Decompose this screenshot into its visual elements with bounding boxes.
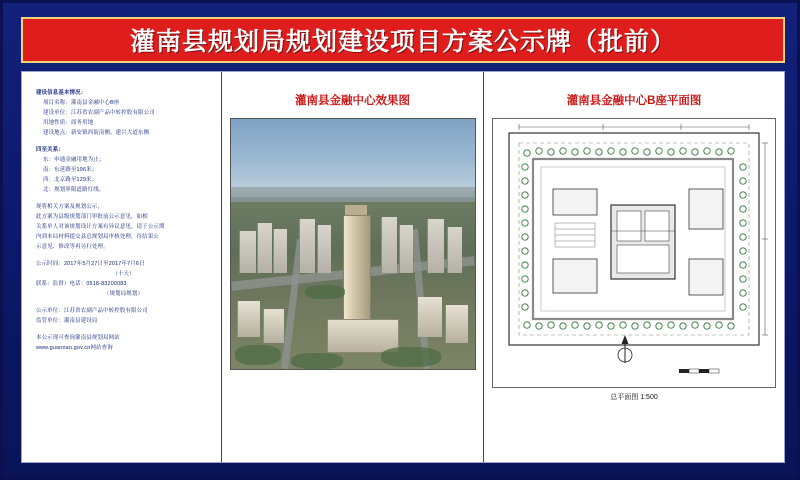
statement-line: 现将相关方案及规划公示， bbox=[36, 204, 104, 210]
period-line: 公示时间：2017年5月27日至2017年7月6日 bbox=[36, 261, 145, 267]
period-line: （十天） bbox=[112, 271, 135, 277]
plan-svg bbox=[493, 119, 775, 387]
tower-podium bbox=[327, 319, 399, 353]
building-block bbox=[237, 301, 260, 337]
building-block bbox=[317, 225, 331, 273]
statement-line: 示意见、修改等再另行处理。 bbox=[36, 244, 109, 250]
scale-bar bbox=[679, 369, 719, 373]
building-block bbox=[299, 219, 315, 273]
rendering-heading: 灌南县金融中心效果图 bbox=[295, 95, 410, 107]
building-block bbox=[273, 229, 287, 273]
supervisor-line: 监管单位：灌南县建设局 bbox=[36, 318, 98, 324]
building-block bbox=[445, 305, 468, 343]
content-panel bbox=[21, 71, 785, 463]
building-block bbox=[239, 231, 256, 273]
statement-line: 内到本局材料提交县总规划局审核处理，待结果公 bbox=[36, 234, 159, 240]
building-block bbox=[381, 217, 397, 273]
notice-period-block bbox=[36, 259, 211, 299]
info-line: 建设地点：新安镇西街南侧、建兴大道东侧 bbox=[43, 130, 150, 136]
page-title: 灌南县规划局规划建设项目方案公示牌（批前） bbox=[129, 28, 676, 56]
basic-info-heading: 建设信息基本情况： bbox=[36, 90, 87, 96]
statement-line: 此方案为县级规划部门审批前公示意见，如相 bbox=[36, 214, 148, 220]
website-url[interactable]: www.guannan.gov.cn网站查询 bbox=[36, 345, 113, 351]
site-plan-column bbox=[484, 72, 784, 462]
building-block bbox=[263, 309, 284, 343]
building-block bbox=[417, 297, 442, 337]
north-arrow-icon bbox=[618, 335, 632, 363]
building-block bbox=[447, 227, 462, 273]
issuer-line: 公示单位：江苏省农副产品中转控股有限公司 bbox=[36, 308, 148, 314]
boundary-heading: 四至关系： bbox=[36, 147, 64, 153]
boundary-block bbox=[36, 145, 211, 195]
website-block bbox=[36, 333, 211, 353]
sky-region bbox=[231, 119, 475, 197]
building-block bbox=[257, 223, 272, 273]
rendering-column bbox=[222, 72, 484, 462]
title-banner bbox=[21, 17, 785, 63]
contact-line: 联系：监督）电话：0518-83200083 bbox=[36, 281, 127, 287]
green-area bbox=[235, 345, 281, 365]
contact-dept-line: （规划局规划） bbox=[103, 291, 144, 297]
boundary-line: 南：东延路至196米； bbox=[43, 167, 98, 173]
info-line: 建设单位：江苏省农副产品中转控股有限公司 bbox=[43, 110, 155, 116]
site-plan-drawing bbox=[492, 118, 776, 388]
boundary-line: 东：申通金融用地为止； bbox=[43, 157, 105, 163]
boundary-line: 西：北京路至129米； bbox=[43, 177, 98, 183]
issuer-block bbox=[36, 306, 211, 326]
building-block bbox=[399, 225, 413, 273]
building-block bbox=[427, 219, 444, 273]
info-line: 用地性质：商务用地 bbox=[43, 120, 94, 126]
green-area bbox=[305, 285, 345, 299]
aerial-rendering-image bbox=[230, 118, 476, 370]
notice-statement-block bbox=[36, 202, 211, 252]
green-area bbox=[381, 347, 441, 367]
website-note: 本公示现可查询灌南县规划局网站 bbox=[36, 335, 120, 341]
project-info-column bbox=[22, 72, 222, 462]
site-plan-heading: 灌南县金融中心B座平面图 bbox=[566, 95, 702, 107]
plan-caption: 总平面图 1:500 bbox=[610, 394, 658, 401]
basic-info-block bbox=[36, 88, 211, 138]
boundary-line: 北：规划界限道路红线。 bbox=[43, 187, 105, 193]
info-line: 项目名称：灌南县金融中心B座 bbox=[43, 100, 120, 106]
project-info-text bbox=[36, 88, 211, 353]
statement-line: 关系单人对该规划设计方案有异议意见，请于公示期 bbox=[36, 224, 165, 230]
green-area bbox=[291, 353, 343, 369]
